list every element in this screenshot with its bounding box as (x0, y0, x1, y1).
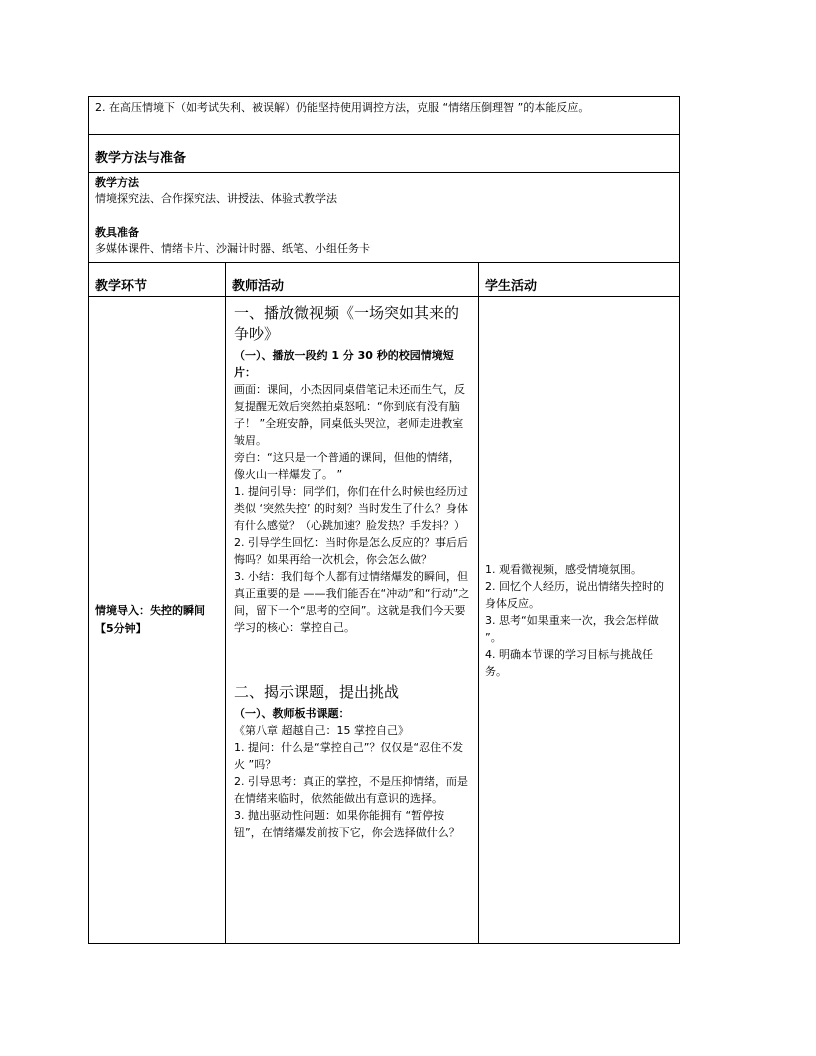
header-student: 学生活动 (485, 279, 538, 294)
student-cell (479, 297, 677, 943)
part1-title: 一、播放微视频《一场突如其来的争吵》 (234, 304, 460, 343)
student-activity-4: 4. 明确本节课的学习目标与挑战任务。 (485, 647, 653, 678)
objective-item-2: 2. 在高压情境下（如考试失利、被误解）仍能坚持使用调控方法，克服 “情绪压倒理智 ”的本能反应。 (89, 97, 679, 135)
part2-topic: 《第八章 超越自己：15 掌控自己》 (234, 724, 409, 737)
part2-title: 二、揭示课题，提出挑战 (234, 683, 400, 701)
table-row (89, 297, 679, 944)
table-header (89, 263, 679, 297)
part2-question-1: 1. 提问：什么是“掌控自己”？仅仅是“忍住不发火 ”吗？ (234, 741, 464, 771)
part2-subtitle: （一）、教师板书课题： (234, 707, 350, 720)
tools-text: 多媒体课件、情绪卡片、沙漏计时器、纸笔、小组任务卡 (95, 242, 370, 255)
methods-text: 情境探究法、合作探究法、讲授法、体验式教学法 (95, 192, 337, 205)
part2-question-3: 3. 抛出驱动性问题：如果你能拥有 “暂停按钮”，在情绪爆发前按下它，你会选择做什么？ (234, 809, 460, 839)
student-activity-2: 2. 回忆个人经历，说出情绪失控时的身体反应。 (485, 579, 664, 610)
tools-label: 教具准备 (95, 226, 139, 239)
header-stage: 教学环节 (89, 263, 226, 296)
lesson-plan-document (88, 96, 680, 944)
header-teacher: 教师活动 (226, 263, 479, 296)
part1-summary: 3. 小结：我们每个人都有过情绪爆发的瞬间，但真正重要的是 ——我们能否在“冲动”和“行动”之间，留下一个“思考的空间”。这就是我们今天要学习的核心：掌控自己。 (234, 570, 470, 634)
methods-label: 教学方法 (95, 176, 139, 189)
part1-subtitle: （一）、播放一段约 1 分 30 秒的校园情境短片： (234, 349, 454, 379)
student-activity-1: 1. 观看微视频，感受情境氛围。 (485, 562, 642, 576)
student-activity-list (485, 561, 671, 680)
part1-question-1: 1. 提问引导：同学们，你们在什么时候也经历过类似 ‘突然失控’ 的时刻？当时发生了什么？身体有什么感觉？（心跳加速？脸发热？手发抖？） (234, 485, 468, 532)
part1-question-2: 2. 引导学生回忆：当时你是怎么反应的？事后后悔吗？如果再给一次机会，你会怎么做？ (234, 536, 468, 566)
stage-label: 情境导入：失控的瞬间【5分钟】 (95, 604, 205, 635)
methods-block (89, 173, 679, 263)
part1-aside: 旁白：“这只是一个普通的课间，但他的情绪，像火山一样爆发了。 ” (234, 451, 460, 481)
part1-scene: 画面：课间，小杰因同桌借笔记未还而生气，反复提醒无效后突然拍桌怒吼：“你到底有没有脑子！ ”全班安静，同桌低头哭泣，老师走进教室皱眉。 (234, 383, 465, 447)
stage-cell (89, 297, 226, 943)
student-activity-3: 3. 思考“如果重来一次，我会怎样做 ”。 (485, 613, 659, 644)
part2-question-2: 2. 引导思考：真正的掌控，不是压抑情绪，而是在情绪来临时，依然能做出有意识的选择。 (234, 775, 468, 805)
section-title: 教学方法与准备 (89, 135, 679, 173)
teacher-cell (226, 297, 479, 943)
